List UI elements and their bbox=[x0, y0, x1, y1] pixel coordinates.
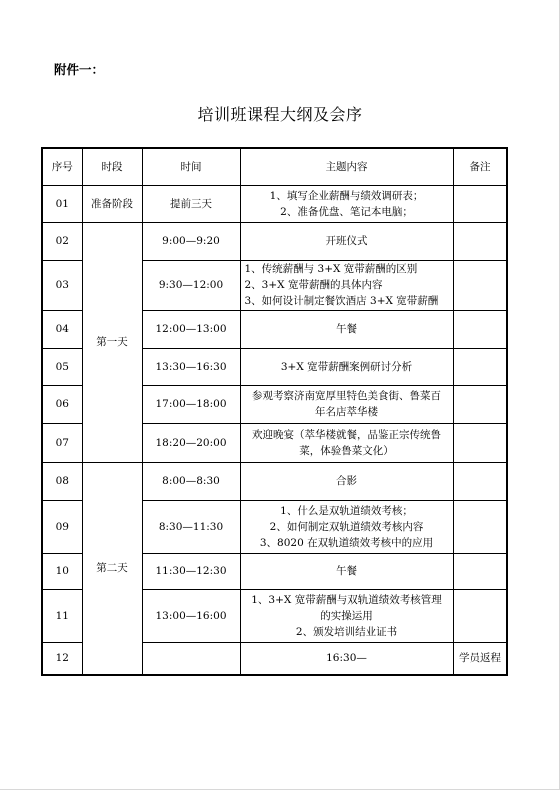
content-line: 1、3+X 宽带薪酬与双轨道绩效考核管理 bbox=[251, 593, 442, 606]
table-row bbox=[42, 462, 507, 500]
content-line: 合影 bbox=[336, 475, 357, 487]
column-header-note: 备注 bbox=[453, 148, 507, 185]
row-note bbox=[453, 185, 507, 222]
row-time: 8:00—8:30 bbox=[142, 462, 240, 500]
day-group-cell: 第一天 bbox=[82, 222, 142, 462]
row-no: 02 bbox=[42, 222, 82, 260]
row-note bbox=[453, 500, 507, 553]
row-content bbox=[240, 260, 453, 310]
row-content bbox=[240, 500, 453, 553]
row-time: 13:30—16:30 bbox=[142, 348, 240, 385]
content-line: 1、传统薪酬与 3+X 宽带薪酬的区别 bbox=[244, 263, 418, 275]
row-time: 12:00—13:00 bbox=[142, 310, 240, 348]
row-content bbox=[453, 642, 507, 675]
content-line: 的实操运用 bbox=[320, 609, 373, 622]
day-group-cell: 第二天 bbox=[82, 462, 142, 675]
row-no: 04 bbox=[42, 310, 82, 348]
row-period bbox=[142, 642, 240, 675]
row-content bbox=[240, 553, 453, 589]
row-no: 05 bbox=[42, 348, 82, 385]
content-line: 参观考察济南宽厚里特色美食街、鲁菜百 bbox=[252, 390, 441, 402]
column-header-period: 时段 bbox=[82, 148, 142, 185]
row-note bbox=[453, 222, 507, 260]
row-no: 01 bbox=[42, 185, 82, 222]
content-line: 年名店萃华楼 bbox=[315, 406, 378, 418]
row-no: 08 bbox=[42, 462, 82, 500]
row-time: 9:30—12:00 bbox=[142, 260, 240, 310]
row-no: 09 bbox=[42, 500, 82, 553]
row-content bbox=[240, 310, 453, 348]
row-time: 18:20—20:00 bbox=[142, 423, 240, 462]
table-row bbox=[42, 222, 507, 260]
row-no: 06 bbox=[42, 385, 82, 423]
row-content bbox=[240, 462, 453, 500]
content-line: 欢迎晚宴（萃华楼就餐，品鉴正宗传统鲁 bbox=[252, 428, 441, 441]
page-title: 培训班课程大纲及会序 bbox=[197, 105, 363, 124]
row-note bbox=[453, 260, 507, 310]
table-row bbox=[42, 185, 507, 222]
row-time: 16:30— bbox=[240, 642, 453, 675]
row-no: 11 bbox=[42, 589, 82, 642]
content-line: 菜，体验鲁菜文化） bbox=[299, 444, 394, 457]
column-header-time: 时间 bbox=[142, 148, 240, 185]
row-note bbox=[453, 462, 507, 500]
content-line: 2、3+X 宽带薪酬的具体内容 bbox=[244, 279, 383, 291]
row-period: 准备阶段 bbox=[82, 185, 142, 222]
row-time: 9:00—9:20 bbox=[142, 222, 240, 260]
row-content bbox=[240, 185, 453, 222]
content-line: 3、8020 在双轨道绩效考核中的应用 bbox=[259, 536, 434, 549]
content-line: 3+X 宽带薪酬案例研讨分析 bbox=[280, 360, 413, 373]
row-time: 8:30—11:30 bbox=[142, 500, 240, 553]
row-time: 11:30—12:30 bbox=[142, 553, 240, 589]
content-line: 1、填写企业薪酬与绩效调研表； bbox=[269, 189, 424, 202]
row-note bbox=[453, 310, 507, 348]
row-note bbox=[453, 553, 507, 589]
content-line: 开班仪式 bbox=[325, 235, 368, 247]
table-header-row bbox=[42, 148, 507, 185]
content-line: 午餐 bbox=[336, 323, 357, 335]
row-no: 03 bbox=[42, 260, 82, 310]
row-content bbox=[240, 348, 453, 385]
row-note bbox=[453, 348, 507, 385]
content-line: 2、颁发培训结业证书 bbox=[295, 625, 398, 638]
row-content bbox=[240, 423, 453, 462]
column-header-content: 主题内容 bbox=[240, 148, 453, 185]
schedule-table bbox=[41, 147, 508, 676]
content-line: 2、如何制定双轨道绩效考核内容 bbox=[269, 520, 424, 533]
row-no: 10 bbox=[42, 553, 82, 589]
row-content bbox=[240, 222, 453, 260]
row-note bbox=[453, 423, 507, 462]
row-note bbox=[453, 589, 507, 642]
row-no: 12 bbox=[42, 642, 82, 675]
row-time: 13:00—16:00 bbox=[142, 589, 240, 642]
row-content bbox=[240, 589, 453, 642]
content-line: 2、准备优盘、笔记本电脑； bbox=[280, 205, 413, 218]
column-header-no: 序号 bbox=[42, 148, 82, 185]
row-no: 07 bbox=[42, 423, 82, 462]
row-content bbox=[240, 385, 453, 423]
content-line: 午餐 bbox=[336, 565, 357, 577]
row-time: 提前三天 bbox=[142, 185, 240, 222]
content-line: 1、什么是双轨道绩效考核； bbox=[280, 504, 413, 517]
row-time: 17:00—18:00 bbox=[142, 385, 240, 423]
content-line: 学员返程 bbox=[459, 652, 501, 665]
content-line: 3、如何设计制定餐饮酒店 3+X 宽带薪酬 bbox=[244, 295, 439, 307]
row-note bbox=[453, 385, 507, 423]
attachment-label: 附件一： bbox=[54, 62, 105, 77]
